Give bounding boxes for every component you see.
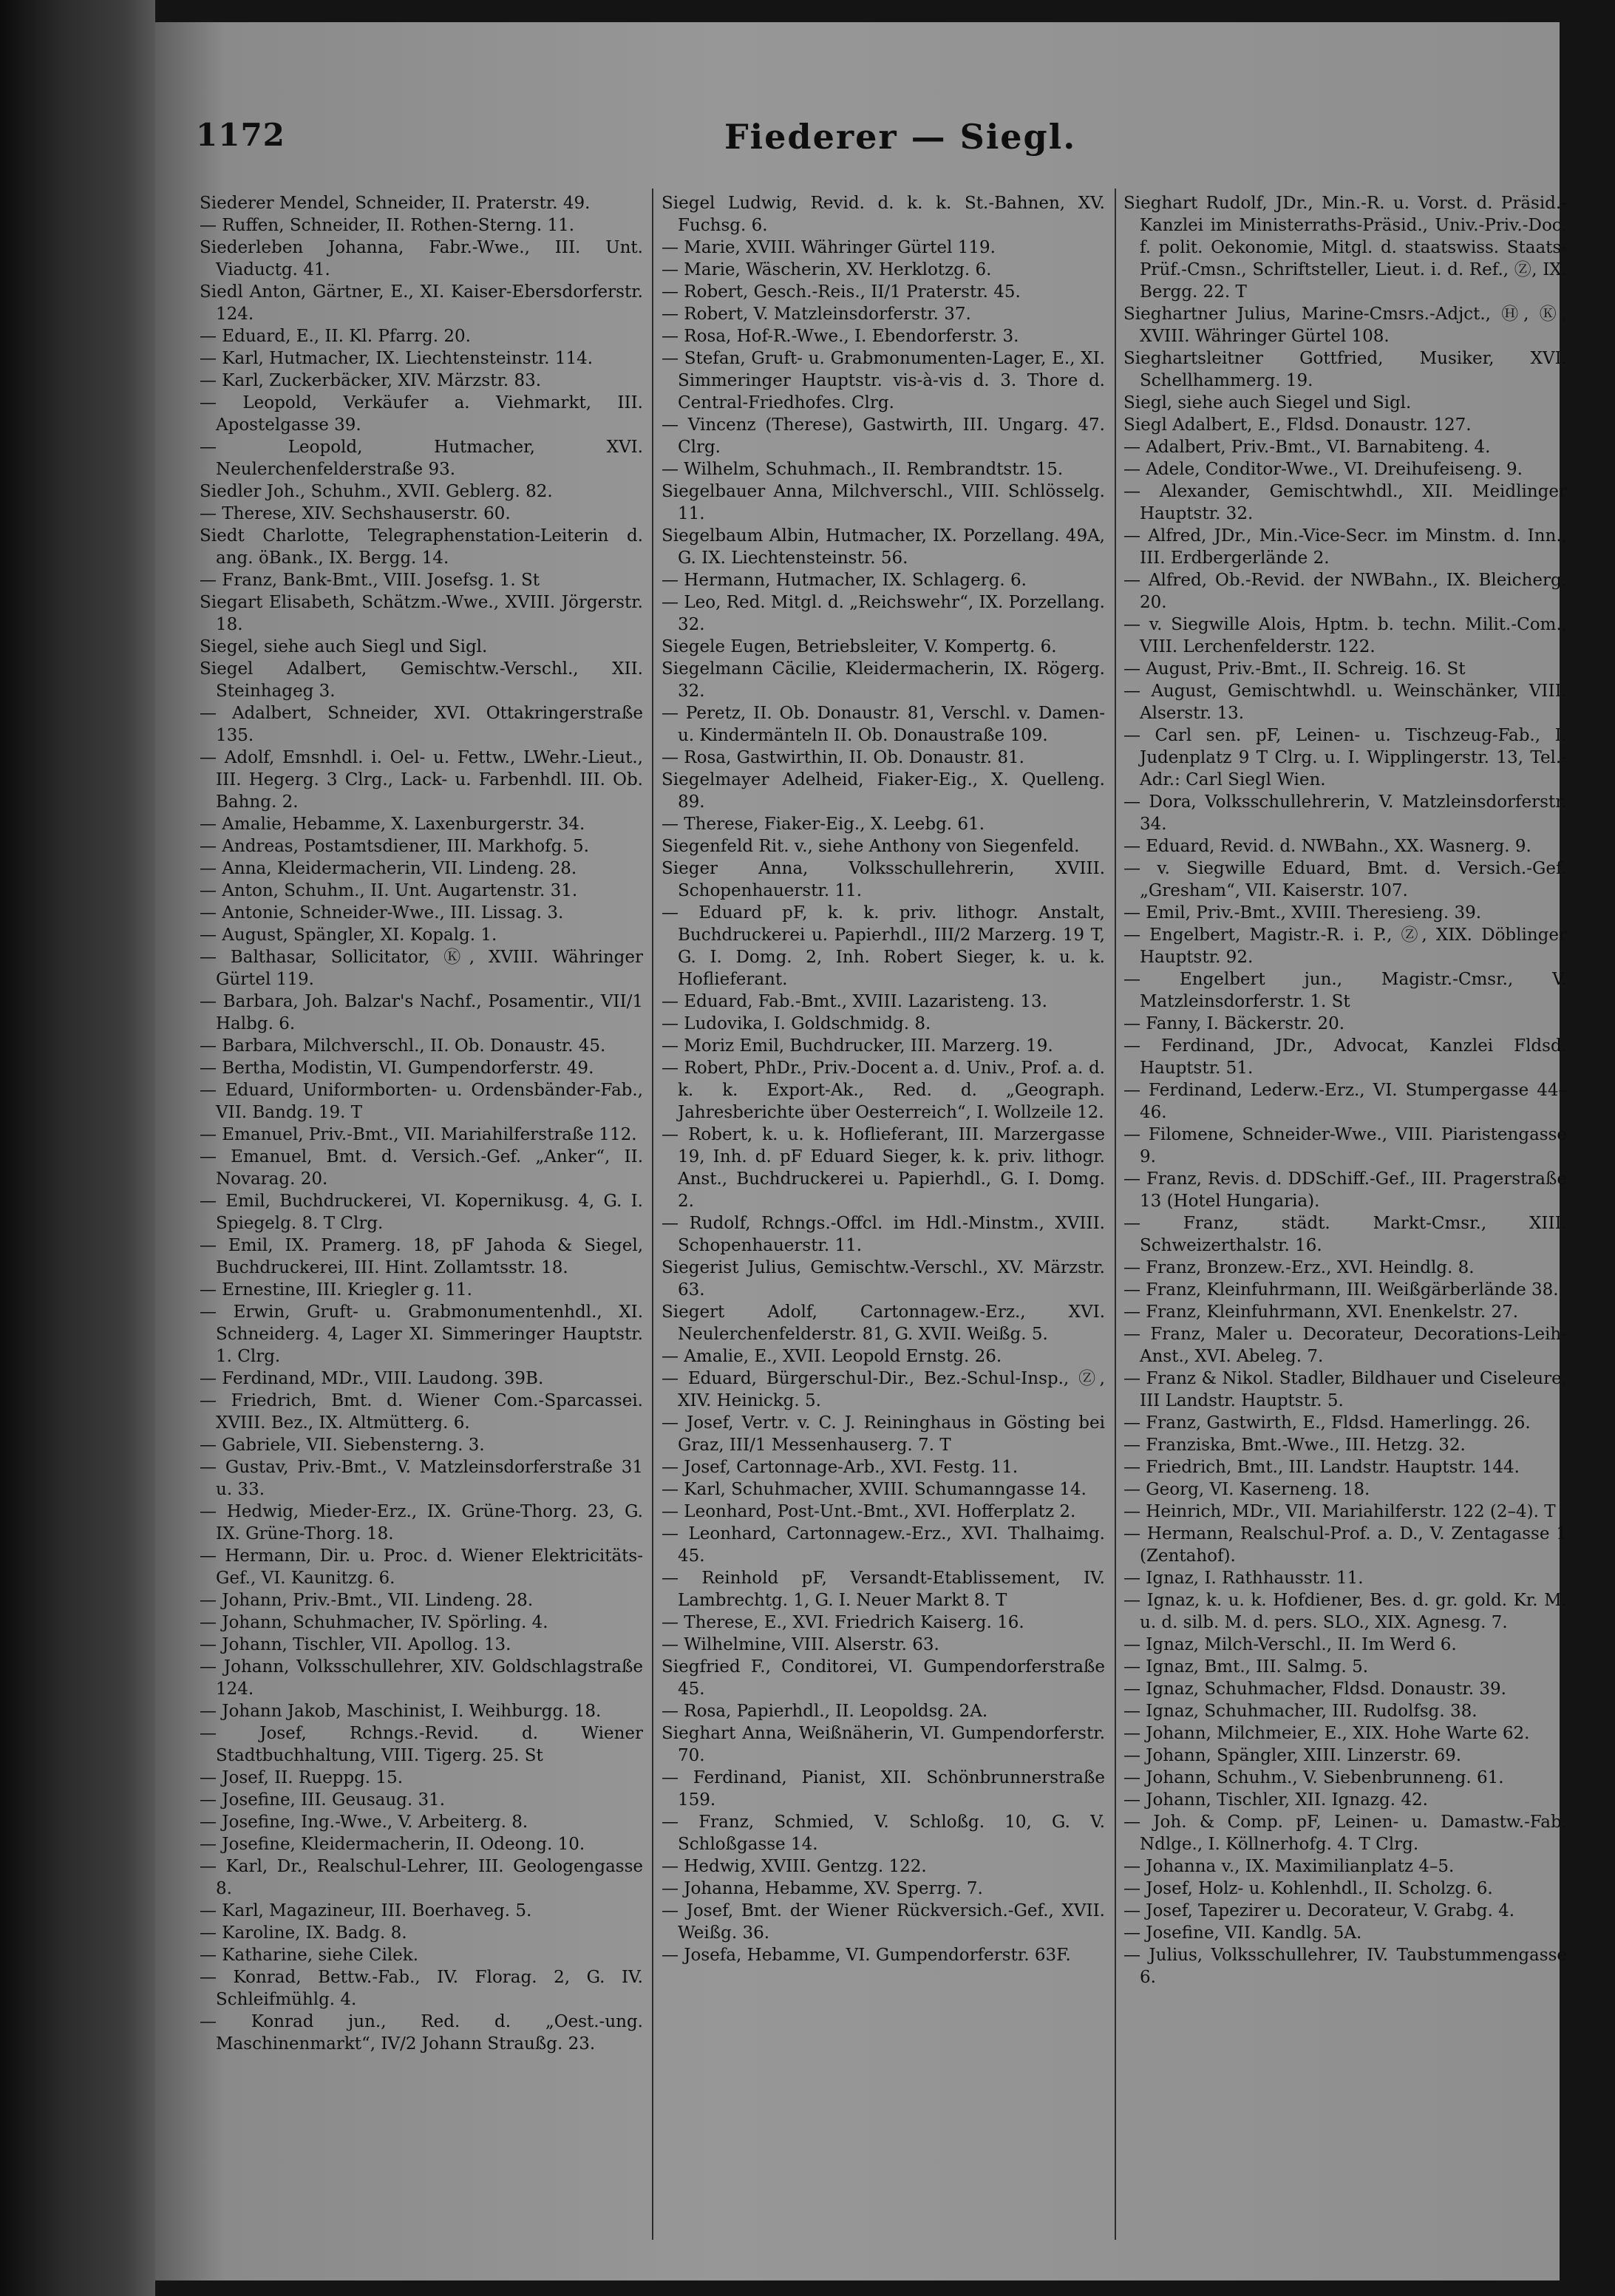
directory-entry: Siegert Adolf, Cartonnagew.-Erz., XVI. Neulerchenfelderstr. 81, G. XVII. Weißg. 5. [662, 1302, 1105, 1344]
directory-entry: — Andreas, Postamtsdiener, III. Markhofg. 5. [200, 837, 589, 856]
directory-entry: — Ferdinand, MDr., VIII. Laudong. 39B. [200, 1369, 544, 1388]
directory-entry: Sieghartner Julius, Marine-Cmsrs.-Adjct., Ⓗ, Ⓚ, XVIII. Währinger Gürtel 108. [1123, 305, 1567, 346]
directory-entry: — Alfred, Ob.-Revid. der NWBahn., IX. Bleicherg. 20. [1123, 571, 1567, 612]
book-spine-edge [0, 0, 155, 2296]
directory-entry: — Eduard, Fab.-Bmt., XVIII. Lazaristeng. 13. [662, 992, 1047, 1011]
directory-entry: — Eduard, Revid. d. NWBahn., XX. Wasnerg. 9. [1123, 837, 1531, 856]
directory-entry: Siegart Elisabeth, Schätzm.-Wwe., XVIII. Jörgerstr. 18. [200, 593, 643, 634]
directory-entry: — Johann, Tischler, XII. Ignazg. 42. [1123, 1790, 1428, 1810]
directory-entry: — Adalbert, Priv.-Bmt., VI. Barnabiteng. 4. [1123, 438, 1491, 457]
directory-entry: — Franz & Nikol. Stadler, Bildhauer und Ciseleure, III Landstr. Hauptstr. 5. [1123, 1369, 1567, 1410]
directory-entry: — Ignaz, Bmt., III. Salmg. 5. [1123, 1657, 1369, 1677]
directory-entry: — Antonie, Schneider-Wwe., III. Lissag. 3. [200, 903, 564, 923]
directory-entry: — Johann, Tischler, VII. Apollog. 13. [200, 1635, 511, 1654]
directory-entry: — Leonhard, Cartonnagew.-Erz., XVI. Thalhaimg. 45. [662, 1524, 1105, 1566]
directory-entry: — Franz, Bank-Bmt., VIII. Josefsg. 1. St [200, 571, 540, 590]
directory-entry: Sieghart Rudolf, JDr., Min.-R. u. Vorst. d. Präsid.-Kanzlei im Ministerraths-Präsid., Univ.-Priv.-Doc. f. polit. Oekonomie, Mitgl. d. staatswiss. Staats-Prüf.-Cmsn., Schriftsteller, Lieut. i. d. Ref., Ⓩ, IX. Bergg. 22. T [1123, 194, 1567, 302]
directory-entry: — Ernestine, III. Kriegler g. 11. [200, 1280, 472, 1300]
directory-entry: — Marie, Wäscherin, XV. Herklotzg. 6. [662, 260, 992, 279]
directory-entry: — Ferdinand, Lederw.-Erz., VI. Stumpergasse 44–46. [1123, 1081, 1567, 1122]
directory-entry: — Josef, Bmt. der Wiener Rückversich.-Gef., XVII. Weißg. 36. [662, 1901, 1105, 1943]
directory-entry: — Emanuel, Priv.-Bmt., VII. Mariahilferstraße 112. [200, 1125, 637, 1144]
directory-entry: — Franz, Revis. d. DDSchiff.-Gef., III. Pragerstraße 13 (Hotel Hungaria). [1123, 1169, 1567, 1211]
directory-entry: — Adolf, Emsnhdl. i. Oel- u. Fettw., LWehr.-Lieut., III. Hegerg. 3 Clrg., Lack- u. Farbenhdl. III. Ob. Bahng. 2. [200, 748, 643, 812]
directory-entry: — Ignaz, Schuhmacher, Fldsd. Donaustr. 39. [1123, 1679, 1506, 1699]
directory-entry: Sieghart Anna, Weißnäherin, VI. Gumpendorferstr. 70. [662, 1724, 1105, 1765]
directory-entry: Siegenfeld Rit. v., siehe Anthony von Siegenfeld. [662, 837, 1080, 856]
directory-entry: — Katharine, siehe Cilek. [200, 1946, 419, 1965]
directory-entry: — Alfred, JDr., Min.-Vice-Secr. im Minstm. d. Inn., III. Erdbergerlände 2. [1123, 526, 1567, 568]
directory-entry: — Therese, XIV. Sechshauserstr. 60. [200, 504, 511, 523]
directory-entry: — Josef, Rchngs.-Revid. d. Wiener Stadtbuchhaltung, VIII. Tigerg. 25. St [200, 1724, 643, 1765]
directory-column-1 [200, 192, 643, 2247]
directory-entry: — Erwin, Gruft- u. Grabmonumentenhdl., XI. Schneiderg. 4, Lager XI. Simmeringer Hauptstr. 1. Clrg. [200, 1302, 643, 1366]
directory-entry: — Johanna, Hebamme, XV. Sperrg. 7. [662, 1879, 983, 1898]
directory-entry: — Franz, Gastwirth, E., Fldsd. Hamerlingg. 26. [1123, 1413, 1531, 1433]
directory-entry: — Barbara, Joh. Balzar's Nachf., Posamentir., VII/1 Halbg. 6. [200, 992, 643, 1033]
directory-entry: — Franz, Bronzew.-Erz., XVI. Heindlg. 8. [1123, 1258, 1475, 1277]
directory-entry: — Leonhard, Post-Unt.-Bmt., XVI. Hofferplatz 2. [662, 1502, 1076, 1521]
directory-entry: — Eduard, Uniformborten- u. Ordensbänder-Fab., VII. Bandg. 19. T [200, 1081, 643, 1122]
directory-entry: — Ignaz, k. u. k. Hofdiener, Bes. d. gr. gold. Kr. M. u. d. silb. M. d. pers. SLO., XIX. Agnesg. 7. [1123, 1591, 1567, 1632]
directory-entry: — Eduard, Bürgerschul-Dir., Bez.-Schul-Insp., Ⓩ, XIV. Heinickg. 5. [662, 1369, 1105, 1410]
directory-entry: Siegel Ludwig, Revid. d. k. k. St.-Bahnen, XV. Fuchsg. 6. [662, 194, 1105, 235]
page-number: 1172 [196, 117, 285, 153]
directory-entry: — Josefa, Hebamme, VI. Gumpendorferstr. 63F. [662, 1946, 1071, 1965]
directory-entry: — Rosa, Gastwirthin, II. Ob. Donaustr. 81. [662, 748, 1024, 767]
directory-entry: — Johann, Schuhm., V. Siebenbrunneng. 61. [1123, 1768, 1504, 1787]
directory-entry: — v. Siegwille Eduard, Bmt. d. Versich.-Gef. „Gresham“, VII. Kaiserstr. 107. [1123, 859, 1567, 900]
directory-entry: — Karoline, IX. Badg. 8. [200, 1923, 407, 1943]
directory-entry: — Konrad, Bettw.-Fab., IV. Florag. 2, G. IV. Schleifmühlg. 4. [200, 1968, 643, 2009]
directory-entry: — Filomene, Schneider-Wwe., VIII. Piaristengasse 9. [1123, 1125, 1567, 1166]
directory-entry: — Gustav, Priv.-Bmt., V. Matzleinsdorferstraße 31 u. 33. [200, 1458, 643, 1499]
directory-entry: — Karl, Magazineur, III. Boerhaveg. 5. [200, 1901, 532, 1920]
directory-entry: Siegl, siehe auch Siegel und Sigl. [1123, 393, 1412, 412]
directory-entry: — Leo, Red. Mitgl. d. „Reichswehr“, IX. Porzellang. 32. [662, 593, 1105, 634]
directory-entry: — Ruffen, Schneider, II. Rothen-Sterng. 11. [200, 216, 575, 235]
directory-entry: — Stefan, Gruft- u. Grabmonumenten-Lager, E., XI. Simmeringer Hauptstr. vis-à-vis d. 3. Thore d. Central-Friedhofes. Clrg. [662, 349, 1105, 412]
directory-entry: — Emanuel, Bmt. d. Versich.-Gef. „Anker“, II. Novarag. 20. [200, 1147, 643, 1189]
directory-entry: — Johann, Spängler, XIII. Linzerstr. 69. [1123, 1746, 1462, 1765]
directory-entry: — August, Gemischtwhdl. u. Weinschänker, VIII. Alserstr. 13. [1123, 682, 1567, 723]
directory-entry: — Emil, Buchdruckerei, VI. Kopernikusg. 4, G. I. Spiegelg. 8. T Clrg. [200, 1192, 643, 1233]
directory-column-3 [1123, 192, 1567, 2247]
directory-entry: — Robert, k. u. k. Hoflieferant, III. Marzergasse 19, Inh. d. pF Eduard Sieger, k. k. priv. lithogr. Anst., Buchdruckerei u. Papierhdl., G. I. Domg. 2. [662, 1125, 1105, 1211]
directory-entry: Siedl Anton, Gärtner, E., XI. Kaiser-Ebersdorferstr. 124. [200, 282, 643, 324]
directory-entry: — Eduard pF, k. k. priv. lithogr. Anstalt, Buchdruckerei u. Papierhdl., III/2 Marzerg. 19 T, G. I. Domg. 2, Inh. Robert Sieger, k. u. k. Hoflieferant. [662, 903, 1105, 989]
directory-entry: — Emil, Priv.-Bmt., XVIII. Theresieng. 39. [1123, 903, 1482, 923]
directory-entry: — Karl, Hutmacher, IX. Liechtensteinstr. 114. [200, 349, 594, 368]
directory-entry: Siegelmayer Adelheid, Fiaker-Eig., X. Quelleng. 89. [662, 770, 1105, 812]
directory-entry: — Josefine, III. Geusaug. 31. [200, 1790, 446, 1810]
directory-entry: — Alexander, Gemischtwhdl., XII. Meidlinger Hauptstr. 32. [1123, 482, 1567, 523]
directory-entry: — Josef, Cartonnage-Arb., XVI. Festg. 11. [662, 1458, 1019, 1477]
directory-entry: — Josef, Holz- u. Kohlenhdl., II. Scholzg. 6. [1123, 1879, 1493, 1898]
directory-entry: — Eduard, E., II. Kl. Pfarrg. 20. [200, 327, 471, 346]
directory-entry: — Engelbert, Magistr.-R. i. P., Ⓩ, XIX. Döblinger Hauptstr. 92. [1123, 925, 1567, 967]
directory-entry: — Leopold, Hutmacher, XVI. Neulerchenfelderstraße 93. [200, 438, 643, 479]
directory-entry: — Karl, Dr., Realschul-Lehrer, III. Geologengasse 8. [200, 1857, 643, 1898]
directory-entry: — Friedrich, Bmt., III. Landstr. Hauptstr. 144. [1123, 1458, 1520, 1477]
directory-entry: — Carl sen. pF, Leinen- u. Tischzeug-Fab., I. Judenplatz 9 T Clrg. u. I. Wipplingerstr. 13, Tel.-Adr.: Carl Siegl Wien. [1123, 726, 1567, 789]
directory-entry: — Johann, Priv.-Bmt., VII. Lindeng. 28. [200, 1591, 534, 1610]
directory-page [155, 22, 1567, 2280]
directory-entry: Siegfried F., Conditorei, VI. Gumpendorferstraße 45. [662, 1657, 1105, 1699]
directory-entry: — v. Siegwille Alois, Hptm. b. techn. Milit.-Com., VIII. Lerchenfelderstr. 122. [1123, 615, 1567, 656]
directory-entry: — Hermann, Realschul-Prof. a. D., V. Zentagasse 1 (Zentahof). [1123, 1524, 1567, 1566]
directory-entry: Siegl Adalbert, E., Fldsd. Donaustr. 127. [1123, 415, 1472, 435]
directory-entry: — Johanna v., IX. Maximilianplatz 4–5. [1123, 1857, 1455, 1876]
directory-entry: — Fanny, I. Bäckerstr. 20. [1123, 1014, 1345, 1033]
column-divider [1115, 188, 1116, 2240]
directory-entry: — Therese, E., XVI. Friedrich Kaiserg. 16. [662, 1613, 1024, 1632]
directory-column-2 [662, 192, 1105, 2247]
directory-entry: — Amalie, Hebamme, X. Laxenburgerstr. 34. [200, 815, 585, 834]
directory-entry: Siegele Eugen, Betriebsleiter, V. Kompertg. 6. [662, 637, 1057, 656]
directory-entry: — Hedwig, Mieder-Erz., IX. Grüne-Thorg. 23, G. IX. Grüne-Thorg. 18. [200, 1502, 643, 1543]
directory-entry: — Josefine, Ing.-Wwe., V. Arbeiterg. 8. [200, 1813, 528, 1832]
directory-entry: — Ignaz, Milch-Verschl., II. Im Werd 6. [1123, 1635, 1457, 1654]
directory-entry: — Hermann, Dir. u. Proc. d. Wiener Elektricitäts-Gef., VI. Kaunitzg. 6. [200, 1546, 643, 1588]
directory-entry: — Hedwig, XVIII. Gentzg. 122. [662, 1857, 927, 1876]
directory-entry: — Ferdinand, Pianist, XII. Schönbrunnerstraße 159. [662, 1768, 1105, 1810]
directory-entry: — Joh. & Comp. pF, Leinen- u. Damastw.-Fab. Ndlge., I. Köllnerhofg. 4. T Clrg. [1123, 1813, 1567, 1854]
directory-entry: Siegerist Julius, Gemischtw.-Verschl., XV. Märzstr. 63. [662, 1258, 1105, 1300]
directory-entry: Siedt Charlotte, Telegraphenstation-Leiterin d. ang. öBank., IX. Bergg. 14. [200, 526, 643, 568]
page-header: Fiederer — Siegl. [724, 117, 1077, 157]
directory-entry: — Amalie, E., XVII. Leopold Ernstg. 26. [662, 1347, 1002, 1366]
directory-entry: Siegel Adalbert, Gemischtw.-Verschl., XII. Steinhageg 3. [200, 659, 643, 701]
directory-entry: — Josef, Tapezirer u. Decorateur, V. Grabg. 4. [1123, 1901, 1515, 1920]
directory-entry: — Franz, Maler u. Decorateur, Decorations-Leih-Anst., XVI. Abeleg. 7. [1123, 1325, 1567, 1366]
directory-entry: — Josef, Vertr. v. C. J. Reininghaus in Gösting bei Graz, III/1 Messenhauserg. 7. T [662, 1413, 1105, 1455]
directory-entry: — Peretz, II. Ob. Donaustr. 81, Verschl. v. Damen- u. Kindermänteln II. Ob. Donaustraße 109. [662, 704, 1105, 745]
directory-entry: — Konrad jun., Red. d. „Oest.-ung. Maschinenmarkt“, IV/2 Johann Straußg. 23. [200, 2012, 643, 2054]
directory-entry: — Franziska, Bmt.-Wwe., III. Hetzg. 32. [1123, 1436, 1466, 1455]
directory-entry: Siegelbaum Albin, Hutmacher, IX. Porzellang. 49A, G. IX. Liechtensteinstr. 56. [662, 526, 1105, 568]
directory-entry: — Therese, Fiaker-Eig., X. Leebg. 61. [662, 815, 985, 834]
directory-entry: Siegel, siehe auch Siegl und Sigl. [200, 637, 488, 656]
column-divider [652, 188, 653, 2240]
directory-entry: — Ignaz, I. Rathhausstr. 11. [1123, 1569, 1364, 1588]
directory-entry: — Robert, V. Matzleinsdorferstr. 37. [662, 305, 971, 324]
directory-entry: — Moriz Emil, Buchdrucker, III. Marzerg. 19. [662, 1036, 1053, 1056]
directory-entry: — Heinrich, MDr., VII. Mariahilferstr. 122 (2–4). T [1123, 1502, 1556, 1521]
directory-entry: — Anton, Schuhm., II. Unt. Augartenstr. 31. [200, 881, 578, 900]
directory-entry: — Leopold, Verkäufer a. Viehmarkt, III. Apostelgasse 39. [200, 393, 643, 435]
directory-entry: Siegelmann Cäcilie, Kleidermacherin, IX. Rögerg. 32. [662, 659, 1105, 701]
directory-entry: — Rosa, Papierhdl., II. Leopoldsg. 2A. [662, 1702, 988, 1721]
directory-entry: Sieghartsleitner Gottfried, Musiker, XVI. Schellhammerg. 19. [1123, 349, 1567, 390]
directory-entry: — August, Priv.-Bmt., II. Schreig. 16. St [1123, 659, 1466, 679]
directory-entry: — Franz, städt. Markt-Cmsr., XIII. Schweizerthalstr. 16. [1123, 1214, 1567, 1255]
directory-entry: — Franz, Schmied, V. Schloßg. 10, G. V. Schloßgasse 14. [662, 1813, 1105, 1854]
directory-entry: Siederer Mendel, Schneider, II. Praterstr. 49. [200, 194, 591, 213]
directory-entry: — Adalbert, Schneider, XVI. Ottakringerstraße 135. [200, 704, 643, 745]
directory-entry: — Emil, IX. Pramerg. 18, pF Jahoda & Siegel, Buchdruckerei, III. Hint. Zollamtsstr. 18. [200, 1236, 643, 1277]
directory-entry: — Karl, Zuckerbäcker, XIV. Märzstr. 83. [200, 371, 542, 390]
directory-entry: — Karl, Schuhmacher, XVIII. Schumanngasse 14. [662, 1480, 1087, 1499]
directory-entry: — Wilhelmine, VIII. Alserstr. 63. [662, 1635, 939, 1654]
directory-entry: — Franz, Kleinfuhrmann, XVI. Enenkelstr. 27. [1123, 1302, 1519, 1322]
directory-entry: — Robert, PhDr., Priv.-Docent a. d. Univ., Prof. a. d. k. k. Export-Ak., Red. d. „Geograph. Jahresberichte über Oesterreich“, I. Wollzeile 12. [662, 1059, 1105, 1122]
directory-entry: — Hermann, Hutmacher, IX. Schlagerg. 6. [662, 571, 1027, 590]
directory-entry: — Josefine, VII. Kandlg. 5A. [1123, 1923, 1362, 1943]
directory-entry: — Reinhold pF, Versandt-Etablissement, IV. Lambrechtg. 1, G. I. Neuer Markt 8. T [662, 1569, 1105, 1610]
directory-entry: — Barbara, Milchverschl., II. Ob. Donaustr. 45. [200, 1036, 606, 1056]
directory-entry: — Franz, Kleinfuhrmann, III. Weißgärberlände 38. [1123, 1280, 1559, 1300]
directory-entry: — Friedrich, Bmt. d. Wiener Com.-Sparcassei. XVIII. Bez., IX. Altmütterg. 6. [200, 1391, 643, 1433]
directory-entry: — Engelbert jun., Magistr.-Cmsr., V. Matzleinsdorferstr. 1. St [1123, 970, 1567, 1011]
directory-entry: — Anna, Kleidermacherin, VII. Lindeng. 28. [200, 859, 577, 878]
directory-entry: — Julius, Volksschullehrer, IV. Taubstummengasse 6. [1123, 1946, 1567, 1987]
directory-entry: — Adele, Conditor-Wwe., VI. Dreihufeiseng. 9. [1123, 460, 1523, 479]
directory-entry: Siedler Joh., Schuhm., XVII. Geblerg. 82. [200, 482, 553, 501]
directory-entry: — Johann Jakob, Maschinist, I. Weihburgg. 18. [200, 1702, 602, 1721]
directory-entry: — Josef, II. Rueppg. 15. [200, 1768, 404, 1787]
directory-entry: — Johann, Schuhmacher, IV. Spörling. 4. [200, 1613, 548, 1632]
directory-entry: — Wilhelm, Schuhmach., II. Rembrandtstr. 15. [662, 460, 1064, 479]
directory-entry: — Ferdinand, JDr., Advocat, Kanzlei Fldsd. Hauptstr. 51. [1123, 1036, 1567, 1078]
directory-entry: — Josefine, Kleidermacherin, II. Odeong. 10. [200, 1835, 585, 1854]
directory-entry: Siederleben Johanna, Fabr.-Wwe., III. Unt. Viaductg. 41. [200, 238, 643, 279]
directory-entry: — Rosa, Hof-R.-Wwe., I. Ebendorferstr. 3. [662, 327, 1019, 346]
directory-entry: — Balthasar, Sollicitator, Ⓚ, XVIII. Währinger Gürtel 119. [200, 948, 643, 989]
directory-entry: — Bertha, Modistin, VI. Gumpendorferstr. 49. [200, 1059, 594, 1078]
directory-entry: — Vincenz (Therese), Gastwirth, III. Ungarg. 47. Clrg. [662, 415, 1105, 457]
directory-entry: — Rudolf, Rchngs.-Offcl. im Hdl.-Minstm., XVIII. Schopenhauerstr. 11. [662, 1214, 1105, 1255]
directory-entry: — August, Spängler, XI. Kopalg. 1. [200, 925, 497, 945]
directory-entry: — Marie, XVIII. Währinger Gürtel 119. [662, 238, 996, 257]
directory-entry: Siegelbauer Anna, Milchverschl., VIII. Schlösselg. 11. [662, 482, 1105, 523]
directory-entry: — Johann, Milchmeier, E., XIX. Hohe Warte 62. [1123, 1724, 1530, 1743]
directory-entry: — Ludovika, I. Goldschmidg. 8. [662, 1014, 931, 1033]
directory-entry: — Gabriele, VII. Siebensterng. 3. [200, 1436, 485, 1455]
directory-entry: — Johann, Volksschullehrer, XIV. Goldschlagstraße 124. [200, 1657, 643, 1699]
directory-entry: — Robert, Gesch.-Reis., II/1 Praterstr. 45. [662, 282, 1021, 302]
directory-entry: — Ignaz, Schuhmacher, III. Rudolfsg. 38. [1123, 1702, 1478, 1721]
directory-entry: Sieger Anna, Volksschullehrerin, XVIII. Schopenhauerstr. 11. [662, 859, 1105, 900]
directory-entry: — Georg, VI. Kaserneng. 18. [1123, 1480, 1370, 1499]
directory-entry: — Dora, Volksschullehrerin, V. Matzleinsdorferstr. 34. [1123, 792, 1567, 834]
